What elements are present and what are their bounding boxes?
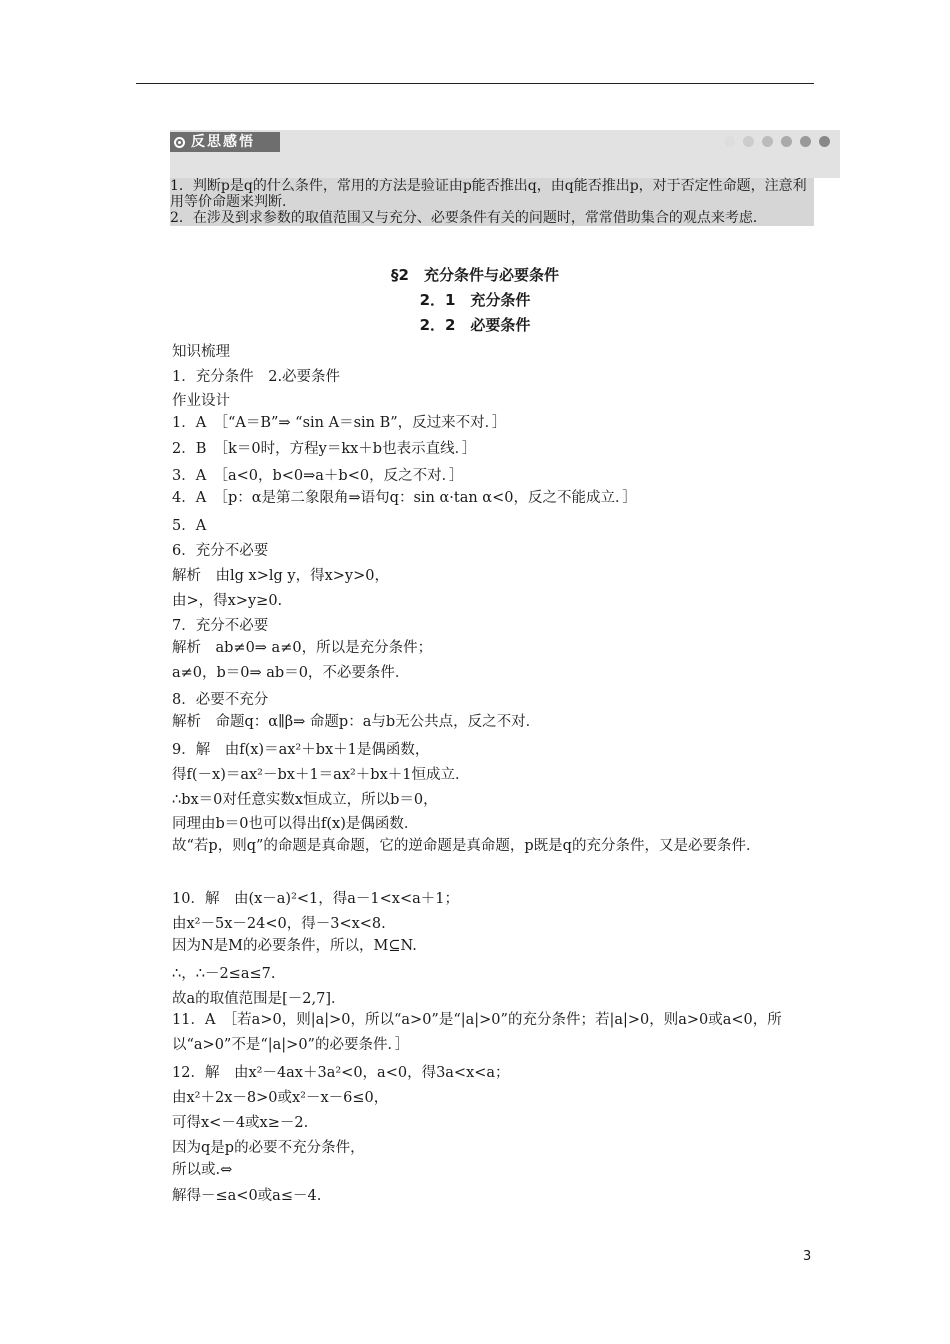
reflection-banner [170, 130, 840, 178]
text-line: 由x²－5x－24<0，得－3<x<8. [172, 916, 386, 932]
text-line: ∴，∴－2≤a≤7. [172, 966, 276, 982]
dot-icon [800, 136, 811, 147]
text-line: 8．必要不充分 [172, 692, 269, 708]
dot-icon [724, 136, 735, 147]
text-line: 因为N是M的必要条件，所以，M⊆N. [172, 938, 417, 954]
decorative-dots [724, 136, 830, 147]
section-heading: §2 充分条件与必要条件 [391, 266, 559, 284]
text-line: 4．A ［p：α是第二象限角⇒语句q：sin α·tan α<0，反之不能成立．］ [172, 490, 637, 506]
text-line: 6．充分不必要 [172, 543, 269, 559]
page-number: 3 [803, 1249, 812, 1264]
subsection-heading-2: 2．2 必要条件 [419, 316, 531, 334]
reflection-body [170, 178, 814, 226]
reflection-point-2: 2．在涉及到求参数的取值范围又与充分、必要条件有关的问题时，常常借助集合的观点来考虑． [170, 210, 767, 226]
text-line: 同理由b＝0也可以得出f(x)是偶函数． [172, 816, 419, 832]
dot-icon [781, 136, 792, 147]
text-line: ∴bx＝0对任意实数x恒成立，所以b＝0， [172, 792, 438, 808]
reflection-point-1: 1．判断p是q的什么条件，常用的方法是验证由p能否推出q，由q能否推出p，对于否定性命题，注意利用等价命题来判断． [170, 178, 807, 210]
text-line: 解得－≤a<0或a≤－4. [172, 1188, 322, 1204]
dot-icon [743, 136, 754, 147]
text-line: 作业设计 [172, 393, 230, 409]
header-rule [136, 83, 814, 84]
text-line: 因为q是p的必要不充分条件， [172, 1140, 365, 1156]
text-line: 解析 由lg x>lg y，得x>y>0， [172, 568, 389, 584]
reflection-title: 反思感悟 [191, 134, 255, 150]
text-line: 10．解 由(x－a)²<1，得a－1<x<a＋1； [172, 891, 459, 907]
text-line: 2．B ［k＝0时，方程y＝kx＋b也表示直线．］ [172, 441, 477, 457]
dot-icon [819, 136, 830, 147]
target-circle-icon [174, 137, 185, 148]
text-line: 1．A ［“A＝B”⇒ “sin A＝sin B”，反过来不对．］ [172, 415, 507, 431]
text-line: 3．A ［a<0，b<0⇒a＋b<0，反之不对．］ [172, 468, 464, 484]
text-line: 故a的取值范围是[－2,7]． [172, 991, 346, 1007]
text-line: 由x²＋2x－8>0或x²－x－6≤0， [172, 1090, 389, 1106]
reflection-tab [170, 132, 280, 152]
text-line: 由>，得x>y≥0. [172, 593, 283, 609]
subsection-heading-1: 2．1 充分条件 [419, 291, 531, 309]
problem-11-answer: 11．A ［若a>0，则|a|>0，所以“a>0”是“|a|>0”的充分条件；若|a|>0，则a>0或a<0，所 以“a>0”不是“|a|>0”的必要条件．］ [172, 1012, 797, 1053]
dot-icon [762, 136, 773, 147]
text-line: 知识梳理 [172, 344, 230, 360]
text-line: 12．解 由x²－4ax＋3a²<0，a<0，得3a<x<a； [172, 1065, 510, 1081]
text-line: 1．充分条件 2.必要条件 [172, 369, 341, 385]
text-line: 得f(－x)＝ax²－bx＋1＝ax²＋bx＋1恒成立． [172, 767, 470, 783]
text-line: a≠0，b＝0⇒ ab＝0，不必要条件． [172, 665, 410, 681]
text-line: 9．解 由f(x)＝ax²＋bx＋1是偶函数， [172, 742, 430, 758]
text-line: 可得x<－4或x≥－2. [172, 1115, 309, 1131]
text-line: 解析 命题q：α∥β⇒ 命题p：a与b无公共点，反之不对． [172, 714, 541, 730]
problem-9-conclusion: 故“若p，则q”的命题是真命题，它的逆命题是真命题，p既是q的充分条件，又是必要条件． [172, 838, 761, 854]
text-line: 所以或.⇔ [172, 1162, 233, 1178]
text-line: 5．A [172, 518, 207, 534]
text-line: 解析 ab≠0⇒ a≠0，所以是充分条件； [172, 640, 433, 656]
text-line: 7．充分不必要 [172, 618, 269, 634]
